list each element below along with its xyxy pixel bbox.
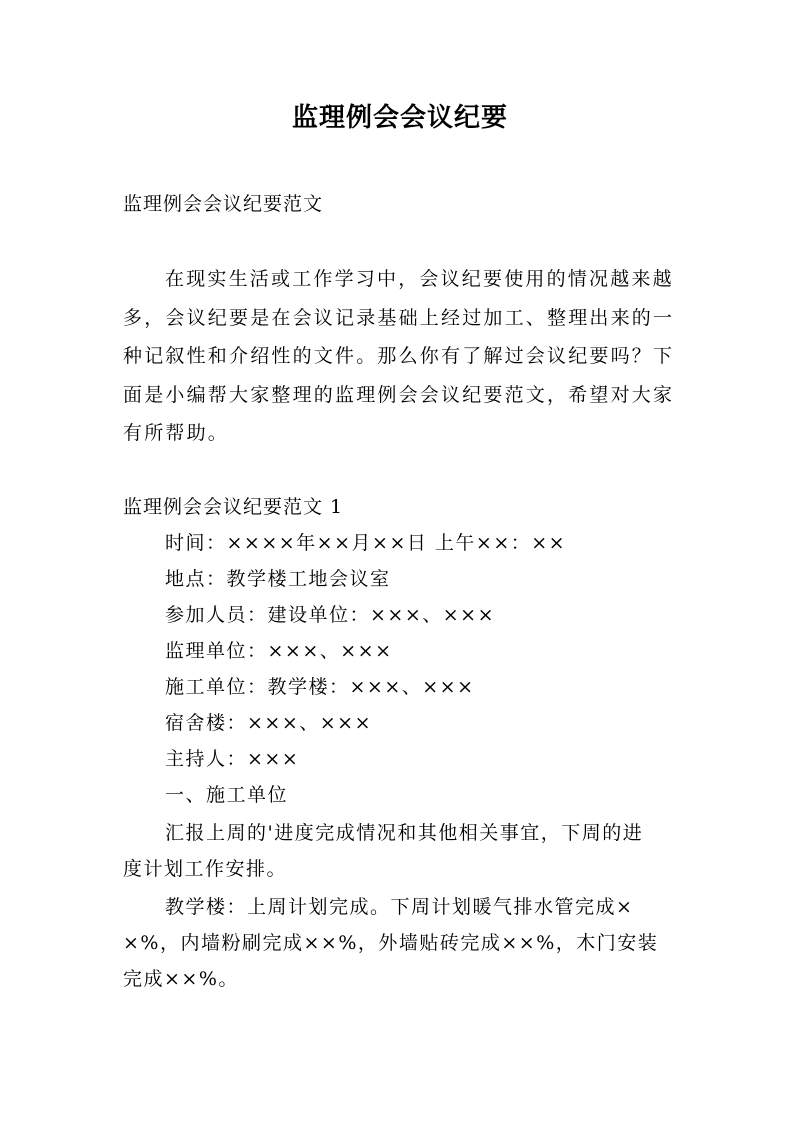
teaching-line: ×%，内墙粉刷完成××%，外墙贴砖完成××%，木门安装 — [123, 932, 659, 954]
intro-line: 面是小编帮大家整理的监理例会会议纪要范文，希望对大家 — [123, 383, 675, 406]
part1-heading: 一、施工单位 — [165, 784, 289, 806]
meeting-place: 地点：教学楼工地会议室 — [165, 568, 391, 590]
meeting-info — [123, 525, 683, 997]
teaching-line: 教学楼：上周计划完成。下周计划暖气排水管完成× — [165, 896, 634, 918]
report-line: 度计划工作安排。 — [123, 858, 288, 880]
document-title: 监理例会会议纪要 — [291, 103, 508, 133]
meeting-construction: 施工单位：教学楼：×××、××× — [165, 676, 475, 698]
meeting-supervisor: 监理单位：×××、××× — [165, 640, 393, 662]
intro-paragraph — [123, 260, 679, 453]
teaching-line: 完成××%。 — [123, 968, 239, 990]
meeting-time: 时间：××××年××月××日 上午××：×× — [165, 532, 567, 554]
intro-line: 多，会议纪要是在会议记录基础上经过加工、整理出来的一 — [123, 306, 675, 329]
meeting-attendees: 参加人员：建设单位：×××、××× — [165, 604, 496, 626]
intro-line: 有所帮助。 — [123, 422, 230, 444]
meeting-dormitory: 宿舍楼：×××、××× — [165, 712, 373, 734]
section-title: 监理例会会议纪要范文 1 — [123, 496, 344, 518]
report-line: 汇报上周的'进度完成情况和其他相关事宜，下周的进 — [165, 822, 644, 844]
meeting-host: 主持人：××× — [165, 748, 300, 770]
document-subtitle: 监理例会会议纪要范文 — [123, 193, 324, 215]
intro-line: 种记叙性和介绍性的文件。那么你有了解过会议纪要吗？下 — [123, 345, 675, 367]
intro-line: 在现实生活或工作学习中，会议纪要使用的情况越来越 — [165, 268, 674, 290]
